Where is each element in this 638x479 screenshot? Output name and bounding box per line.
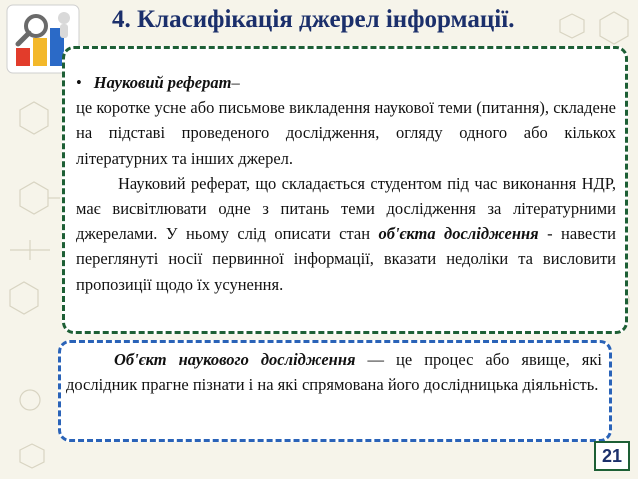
research-object-text xyxy=(66,347,602,398)
slide-title: 4. Класифікація джерел інформації. xyxy=(112,6,515,33)
page-number: 21 xyxy=(594,441,630,471)
term-dash: – xyxy=(231,73,240,92)
scientific-report-paragraph xyxy=(76,171,616,297)
paragraph-text-start: Науковий реферат, що складається студентом під час виконання НДР, має висвітлювати одне з питань теми дослідження за літературними джерелами. У ньому слід описати стан xyxy=(76,173,616,244)
term-line xyxy=(76,70,616,95)
research-object-term: Об'єкт наукового дослідження xyxy=(114,350,356,369)
research-object-definition xyxy=(66,347,602,398)
research-object-description: — це процес або явище, які дослідник прагне пізнати і на які спрямована його дослідницька діяльність. xyxy=(66,350,602,395)
scientific-report-term: Науковий реферат xyxy=(93,73,232,92)
scientific-report-text xyxy=(76,70,616,297)
scientific-report-definition: це коротке усне або письмове викладення наукової теми (питання), складене на підставі проведеного дослідження, огляду одного або кількох літературних та інших джерел. xyxy=(76,98,616,168)
research-object-emphasis: об'єкта дослідження xyxy=(378,224,539,244)
bullet-icon: • xyxy=(76,73,82,92)
paragraph-text-end: - навести переглянуті носії первинної інформації, вказати недоліки та висловити пропозиції щодо їх усунення. xyxy=(76,224,616,294)
